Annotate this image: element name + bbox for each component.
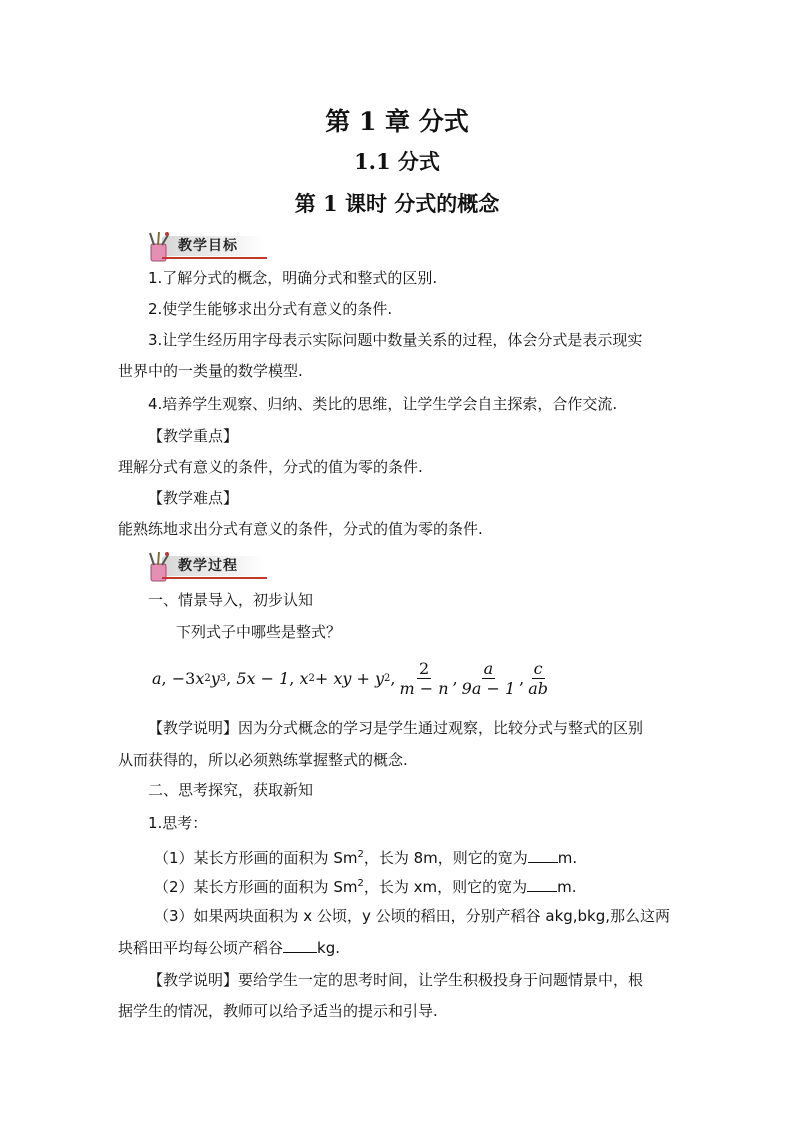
chapter-title: 第 1 章 分式 [325,107,469,136]
process-banner-label: 教学过程 [178,558,238,574]
part2-note-line-1: 【教学说明】要给学生一定的思考时间，让学生积极投身于问题情景中，根 [148,971,644,989]
question-3-line-1: （3）如果两块面积为 x 公顷，y 公顷的稻田，分别产稻谷 akg,bkg,那么这两 [154,907,671,925]
question-3-line-2: 块稻田平均每公顷产稻谷 kg. [118,939,340,957]
section-title: 1.1 分式 [354,149,440,174]
fraction-3: $\frac{c}{ab}$ [528,658,549,698]
objective-item-4: 4.培养学生观察、归纳、类比的思维，让学生学会自主探索，合作交流. [148,395,618,413]
answer-blank-3 [283,938,317,953]
part2-note-line-2: 据学生的情况，教师可以给予适当的提示和引导. [118,1002,438,1020]
objective-item-3-line-2: 世界中的一类量的数学模型. [118,362,303,380]
part1-note-line-1: 【教学说明】因为分式概念的学习是学生通过观察，比较分式与整式的区别 [148,719,644,737]
key-points-heading: 【教学重点】 [148,427,239,445]
fraction-2: $\frac{a}{9a - 1}$ [461,658,516,698]
question-2: （2）某长方形画的面积为 Sm$^2$，长为 xm，则它的宽为 m. [154,878,577,896]
lesson-title: 第 1 课时 分式的概念 [294,191,500,216]
objective-item-1: 1.了解分式的概念，明确分式和整式的区别. [148,269,438,287]
process-banner [142,550,267,584]
objectives-banner-label: 教学目标 [178,238,238,254]
objectives-banner [142,230,267,264]
part2-heading: 二、思考探究，获取新知 [148,781,314,799]
part1-question: 下列式子中哪些是整式？ [176,623,342,641]
objective-item-2: 2.使学生能够求出分式有意义的条件. [148,300,393,318]
part2-think: 1.思考： [148,814,208,832]
fraction-1: $\frac{2}{m - n}$ [399,658,449,698]
answer-blank-1 [528,848,558,863]
part1-note-line-2: 从而获得的，所以必须熟练掌握整式的概念. [118,751,408,769]
difficult-points-text: 能熟练地求出分式有意义的条件，分式的值为零的条件. [118,520,483,538]
objective-item-3-line-1: 3.让学生经历用字母表示实际问题中数量关系的过程，体会分式是表示现实 [148,331,643,349]
difficult-points-heading: 【教学难点】 [148,489,239,507]
part1-heading: 一、情景导入，初步认知 [148,591,314,609]
answer-blank-2 [527,877,557,892]
key-points-text: 理解分式有意义的条件，分式的值为零的条件. [118,458,423,476]
question-1: （1）某长方形画的面积为 Sm$^2$，长为 8m，则它的宽为 m. [154,849,578,867]
expression-list: a , −3 x 2 y 3 , 5x − 1 , x 2 + xy + y 2 , $\frac{2}{m - n}$ , $\frac{a}{9a - 1}$ , $\frac{c}{ab}$ [152,658,549,698]
